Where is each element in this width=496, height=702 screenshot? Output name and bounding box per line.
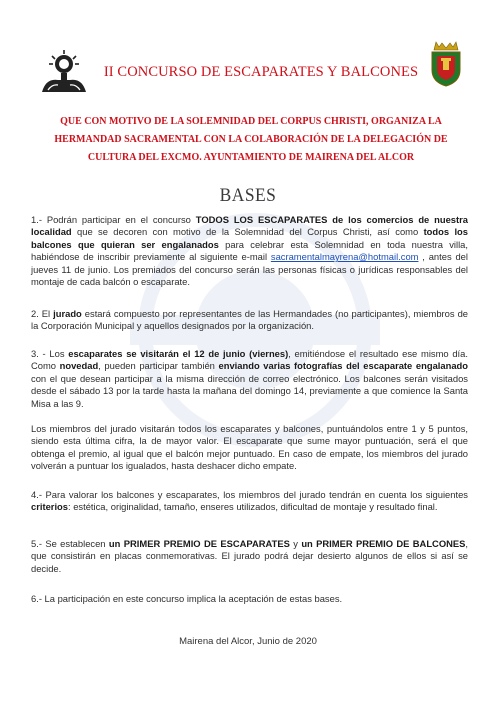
email-link[interactable]: sacramentalmayrena@hotmail.com: [270, 251, 419, 263]
text: 3. - Los: [31, 348, 69, 359]
bold-text: todos los balcones que quieran ser engalanados: [31, 226, 468, 250]
text: , que consistirán en placas conmemorativas. El jurado podrá dejar desierto algunos de ellos si así se decide.: [31, 538, 468, 574]
text: que se decoren con motivo de la Solemnidad del Corpus Christi, así como: [71, 226, 424, 238]
text: estará compuesto por representantes de las Hermandades (no participantes), miembros de la Corporación Municipal y aquellos designados por la organización.: [31, 308, 468, 332]
paragraph-6: 6.- La participación en este concurso implica la aceptación de estas bases.: [31, 593, 343, 604]
text: , emitiéndose el resultado ese mismo día. Como: [31, 348, 468, 372]
text: , antes del jueves 11 de junio. Los premiados del concurso serán las personas físicas o jurídicas responsables del montaje de cada balcón o escaparate.: [31, 251, 468, 288]
bold-text: criterios: [31, 501, 68, 513]
text: : estética, originalidad, tamaño, enseres utilizados, dificultad de montaje y resultado final.: [68, 501, 438, 513]
subtitle-line: HERMANDAD SACRAMENTAL CON LA COLABORACIÓN DE LA DELEGACIÓN DE: [54, 134, 448, 145]
bold-text: TODOS LOS ESCAPARATES de los comercios de nuestra localidad: [31, 214, 469, 238]
paragraph-4: [31, 489, 468, 514]
bold-text: enviando varias fotografías del escaparate engalanado: [218, 360, 468, 372]
paragraph-3b: Los miembros del jurado visitarán todos los escaparates y balcones, puntuándolos entre 1 y 5 puntos, siendo esta última cifra, la de mayor valor. El escaparate que sume mayor puntuación, será el que obtenga el premio, al igual que el balcón mejor puntuado. En caso de empate, los miembros del jurado volverán a puntuar los igualados, hasta deshacer dicho empate.: [31, 423, 468, 472]
text: 4.- Para valorar los balcones y escaparates, los miembros del jurado tendrán en cuenta los siguientes: [31, 489, 468, 500]
paragraph-1: [31, 214, 468, 288]
bold-text: novedad: [59, 360, 99, 372]
paragraph-3: [31, 348, 468, 410]
bold-text: un PRIMER PREMIO DE ESCAPARATES: [108, 538, 290, 549]
subtitle-line: CULTURA DEL EXCMO. AYUNTAMIENTO DE MAIRENA DEL ALCOR: [87, 152, 415, 163]
paragraph-5: [31, 538, 468, 575]
section-heading-bases: BASES: [219, 185, 277, 206]
bold-text: escaparates se visitarán el 12 de junio (viernes): [68, 348, 289, 359]
bold-text: un PRIMER PREMIO DE BALCONES: [301, 538, 466, 549]
text: 1.- Podrán participar en el concurso: [31, 214, 196, 225]
sacramental-monstrance-emblem-icon: [38, 48, 90, 94]
text: y: [289, 538, 302, 549]
footer-place-date: Mairena del Alcor, Junio de 2020: [179, 636, 317, 647]
text: 5.- Se establecen: [31, 538, 109, 549]
subtitle-line: QUE CON MOTIVO DE LA SOLEMNIDAD DEL CORPUS CHRISTI, ORGANIZA LA: [60, 116, 442, 127]
text: con el que desean participar a la misma dirección de correo electrónico. Los balcones serán visitados desde el sábado 13 por la tarde hasta la mañana del domingo 14, previamente a que comience la Santa Misa a las 9.: [31, 372, 468, 409]
text: , pueden participar también: [98, 360, 219, 372]
text: 2. El: [31, 308, 54, 319]
page-title: II CONCURSO DE ESCAPARATES Y BALCONES: [103, 64, 419, 80]
text: para celebrar esta Solemnidad en toda nuestra villa, habiéndose de inscribir previamente al siguiente e-mail: [31, 238, 468, 263]
bold-text: jurado: [53, 308, 82, 319]
subtitle: [28, 113, 474, 167]
paragraph-2: [31, 308, 468, 333]
town-coat-of-arms-icon: [428, 40, 464, 88]
